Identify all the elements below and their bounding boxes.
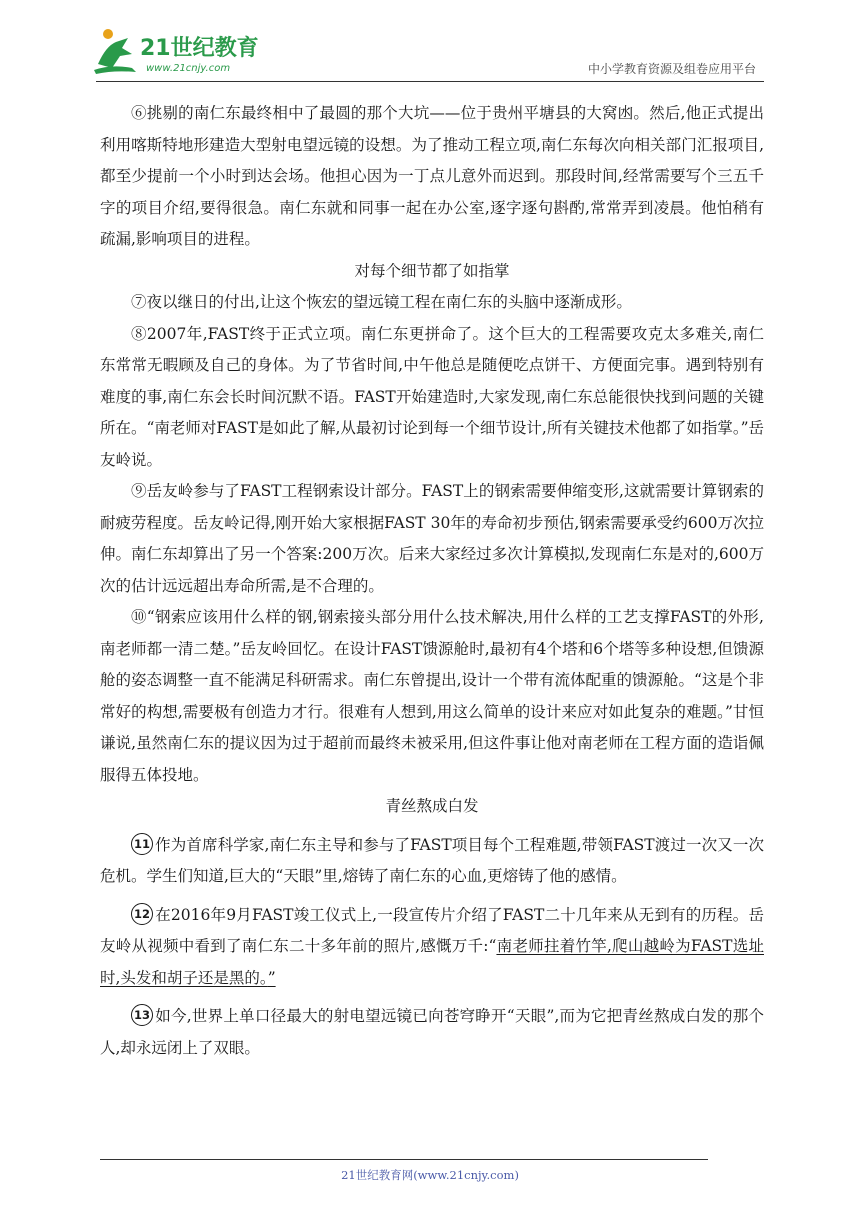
paragraph-13: 13 如今,世界上单口径最大的射电望远镜已向苍穹睁开“天眼”,而为它把青丝熬成白发的那个人,却永远闭上了双眼。 <box>100 1001 764 1064</box>
footer-site: 21世纪教育网(www.21cnjy.com) <box>341 1168 519 1182</box>
subheading-details: 对每个细节都了如指掌 <box>354 261 510 280</box>
paragraph-9: ⑨岳友岭参与了FAST工程钢索设计部分。FAST上的钢索需要伸缩变形,这就需要计算钢索的耐疲劳程度。岳友岭记得,刚开始大家根据FAST 30年的寿命初步预估,钢索需要承受约600万次拉伸。南仁东却算出了另一个答案:200万次。后来大家经过多次计算模拟,发现南仁东是对的,600万次的估计远远超出寿命所需,是不合理的。 <box>100 482 764 595</box>
paragraph-6: ⑥挑剔的南仁东最终相中了最圆的那个大坑——位于贵州平塘县的大窝凼。然后,他正式提出利用喀斯特地形建造大型射电望远镜的设想。为了推动工程立项,南仁东每次向相关部门汇报项目,都至少提前一个小时到达会场。他担心因为一丁点儿意外而迟到。那段时间,经常需要写个三五千字的项目介绍,要得很急。南仁东就和同事一起在办公室,逐字逐句斟酌,常常弄到凌晨。他怕稍有疏漏,影响项目的进程。 <box>100 104 764 248</box>
paragraph-7: ⑦夜以继日的付出,让这个恢宏的望远镜工程在南仁东的头脑中逐渐成形。 <box>131 293 632 311</box>
paragraph-11: 11 作为首席科学家,南仁东主导和参与了FAST项目每个工程难题,带领FAST渡过一次又一次危机。学生们知道,巨大的“天眼”里,熔铸了南仁东的心血,更熔铸了他的感情。 <box>100 830 764 893</box>
paragraph-number-12: 12 <box>131 903 153 925</box>
footer-divider <box>100 1159 708 1160</box>
svg-text:21世纪教育: 21世纪教育 <box>140 36 259 61</box>
svg-text:www.21cnjy.com: www.21cnjy.com <box>146 63 231 74</box>
paragraph-12: 12 在2016年9月FAST竣工仪式上,一段宣传片介绍了FAST二十几年来从无到有的历程。岳友岭从视频中看到了南仁东二十多年前的照片,感慨万千:“南老师拄着竹竿,爬山越岭为FAST选址时,头发和胡子还是黑的。” <box>100 900 764 995</box>
logo-21cnjy <box>92 24 262 80</box>
paragraph-number-11: 11 <box>131 833 153 855</box>
subheading-white-hair: 青丝熬成白发 <box>385 797 479 815</box>
header-divider <box>96 81 764 82</box>
article-body <box>100 98 764 1064</box>
page-header <box>0 0 860 90</box>
underlined-quote: 南老师拄着竹竿,爬山越岭为FAST选址时,头发和胡子还是黑的。 <box>100 937 764 987</box>
paragraph-10: ⑩“钢索应该用什么样的钢,钢索接头部分用什么技术解决,用什么样的工艺支撑FAST的外形,南老师都一清二楚。”岳友岭回忆。在设计FAST馈源舱时,最初有4个塔和6个塔等多种设想,但馈源舱的姿态调整一直不能满足科研需求。南仁东曾提出,设计一个带有流体配重的馈源舱。“这是个非常好的构想,需要极有创造力才行。很难有人想到,用这么简单的设计来应对如此复杂的难题。”甘恒谦说,虽然南仁东的提议因为过于超前而最终未被采用,但这件事让他对南老师在工程方面的造诣佩服得五体投地。 <box>100 608 765 784</box>
paragraph-number-13: 13 <box>131 1004 153 1026</box>
paragraph-8: ⑧2007年,FAST终于正式立项。南仁东更拼命了。这个巨大的工程需要攻克太多难关,南仁东常常无暇顾及自己的身体。为了节省时间,中午他总是随便吃点饼干、方便面完事。遇到特别有难度的事,南仁东会长时间沉默不语。FAST开始建造时,大家发现,南仁东总能很快找到问题的关键所在。“南老师对FAST是如此了解,从最初讨论到每一个细节设计,所有关键技术他都了如指掌。”岳友岭说。 <box>100 324 765 469</box>
platform-name: 中小学教育资源及组卷应用平台 <box>587 62 756 76</box>
